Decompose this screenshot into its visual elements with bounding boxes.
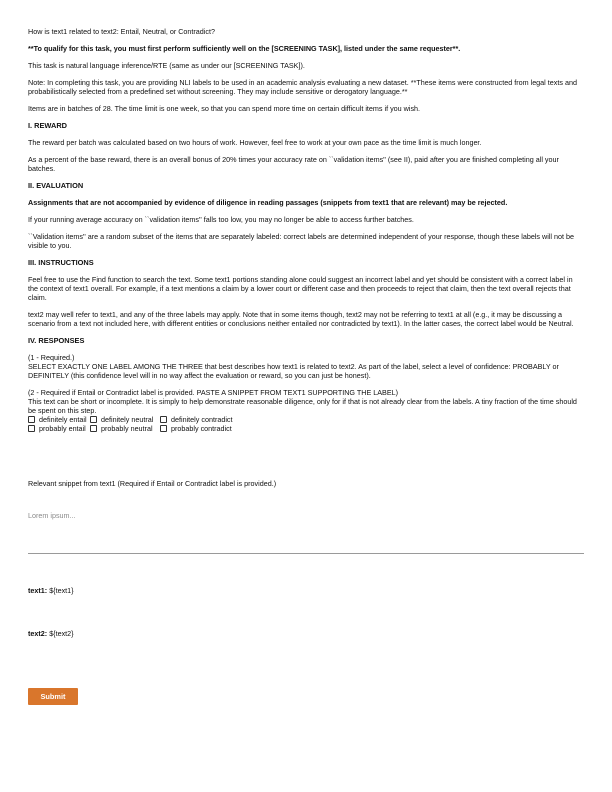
definitely-neutral-checkbox[interactable] [90,416,97,423]
text1-value: ${text1} [49,586,74,595]
question-2-text: This text can be short or incomplete. It is simply to help demonstrate reasonable diligence, only for if that is not already clear from the labels. A tiny fraction of the time should be spent on this step. [28,397,577,415]
instructions-content [28,27,584,433]
task-type: This task is natural language inference/RTE (same as under our [SCREENING TASK]). [28,61,305,70]
option-definitely-neutral[interactable] [90,415,160,424]
probably-neutral-checkbox[interactable] [90,425,97,432]
text2-row [28,629,584,638]
snippet-input[interactable] [28,508,584,554]
option-label: definitely neutral [101,415,154,424]
option-label: probably entail [39,424,86,433]
submit-button[interactable]: Submit [28,688,78,705]
responses-heading: IV. RESPONSES [28,336,85,345]
rejection-note: Assignments that are not accompanied by evidence of diligence in reading passages (snippets from text1 that are relevant) may be rejected. [28,198,508,207]
option-probably-entail[interactable] [28,424,90,433]
question-1 [28,353,584,380]
definitely-contradict-checkbox[interactable] [160,416,167,423]
probably-contradict-checkbox[interactable] [160,425,167,432]
qualify-note: **To qualify for this task, you must first perform sufficiently well on the [SCREENING TASK], listed under the same requester**. [28,44,461,53]
task-note: Note: In completing this task, you are providing NLI labels to be used in an academic analysis evaluating a new dataset. **These items were constructed from legal texts and probabilistically selected from a predefined set without screening. They may include sensitive or derogatory language.** [28,78,577,96]
option-label: definitely entail [39,415,87,424]
probably-entail-checkbox[interactable] [28,425,35,432]
validation-paragraph: ``Validation items'' are a random subset of the items that are separately labeled: correct labels are determined independent of your response, though these labels will not be visible to you. [28,232,574,250]
option-probably-neutral[interactable] [90,424,160,433]
question-1-text: SELECT EXACTLY ONE LABEL AMONG THE THREE that best describes how text1 is related to text2. As part of the label, select a level of confidence: PROBABLY or DEFINITELY (this confidence level will in no way affect the evaluation or reward, so you can just be honest). [28,362,559,380]
question-2 [28,388,584,415]
text1-label: text1: [28,586,48,595]
question-2-tag: (2 - Required if Entail or Contradict label is provided. PASTE A SNIPPET FROM TEXT1 SUPPORTING THE LABEL) [28,388,399,397]
text2-label: text2: [28,629,48,638]
instructions-heading: III. INSTRUCTIONS [28,258,94,267]
reward-heading: I. REWARD [28,121,68,130]
question-1-tag: (1 - Required.) [28,353,75,362]
accuracy-paragraph: If your running average accuracy on ``validation items'' falls too low, you may no longer be able to access further batches. [28,215,414,224]
bonus-paragraph: As a percent of the base reward, there is an overall bonus of 20% times your accuracy rate on ``validation items'' (see II), paid after you are finished completing all your batches. [28,155,559,173]
text2-value: ${text2} [49,629,74,638]
option-definitely-entail[interactable] [28,415,90,424]
task-question: How is text1 related to text2: Entail, Neutral, or Contradict? [28,27,215,36]
find-paragraph: Feel free to use the Find function to search the text. Some text1 portions standing alone could suggest an incorrect label and yet should be consistent with a correct label in the context of text1 overall. For example, if a text mentions a claim by a lower court or different case and then proceeds to reject that claim, then the text overall rejects that claim. [28,275,573,302]
text2-paragraph: text2 may well refer to text1, and any of the three labels may apply. Note that in some items though, text2 may not be referring to text1 at all (e.g., it may be discussing a scenario from a text not included here, with different entities or conclusions neither entailed nor contradicted by text1). In the latter cases, the correct label would be Neutral. [28,310,574,328]
text1-row [28,586,584,595]
snippet-label: Relevant snippet from text1 (Required if Entail or Contradict label is provided.) [28,479,277,488]
definitely-entail-checkbox[interactable] [28,416,35,423]
option-label: definitely contradict [171,415,233,424]
evaluation-heading: II. EVALUATION [28,181,84,190]
reward-paragraph: The reward per batch was calculated based on two hours of work. However, feel free to work at your own pace as the time limit is much longer. [28,138,482,147]
option-label: probably contradict [171,424,232,433]
label-checkbox-group [28,415,584,433]
option-probably-contradict[interactable] [160,424,250,433]
option-definitely-contradict[interactable] [160,415,250,424]
option-label: probably neutral [101,424,153,433]
batch-info: Items are in batches of 28. The time limit is one week, so that you can spend more time on certain difficult items if you wish. [28,104,421,113]
